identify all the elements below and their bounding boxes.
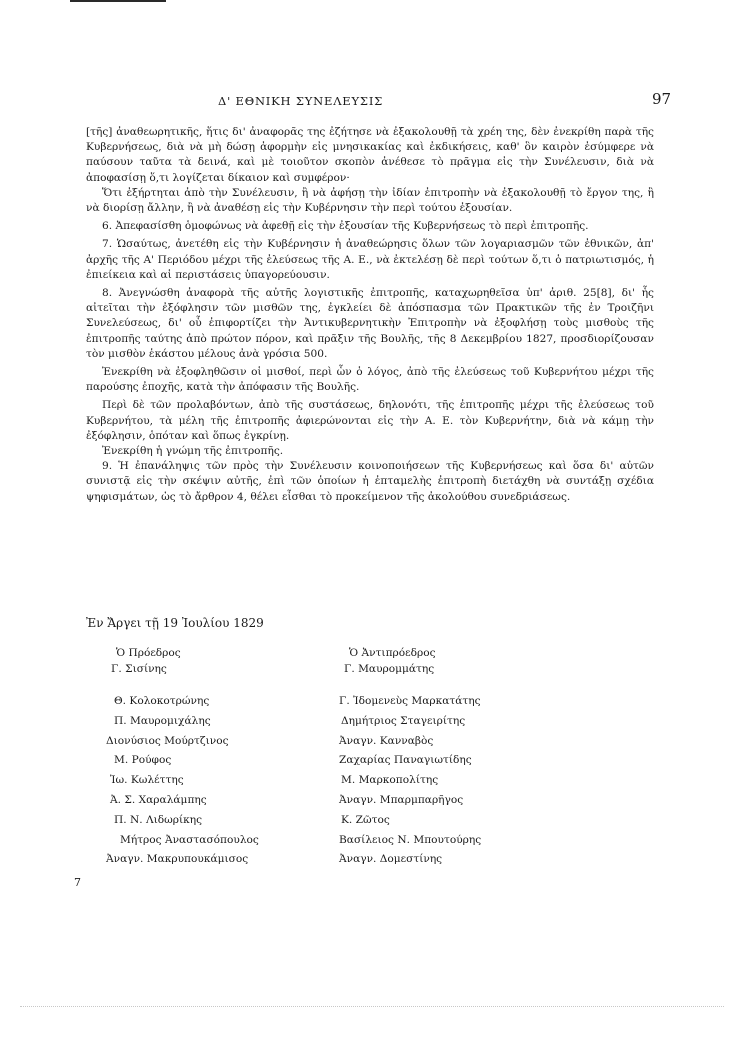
signatory-name: Μ. Ρούφος [114,754,172,767]
page-number: 97 [652,90,672,108]
signatures-left [106,645,259,871]
signature-mark: 7 [74,876,81,889]
paragraph: Ἐνεκρίθη ἡ γνώμη τῆς ἐπιτροπῆς. [102,445,284,458]
signatures-right [339,645,481,871]
signatory-name: Ἀναγν. Μπαρμπαρῆγος [339,793,464,806]
paragraph: Ἐνεκρίθη νὰ ἐξοφληθῶσιν οἱ μισθοί, περὶ ὧν ὁ λόγος, ἀπὸ τῆς ἐλεύσεως τοῦ Κυβερνήτου μέχρι τῆς παρούσης ἐποχῆς, κατὰ τὴν ἀπόφασιν τῆς Βουλῆς. [86,366,654,394]
signatory-name: Ἀναγν. Μακρυπουκάμισος [106,853,249,866]
signatory-name: Δημήτριος Σταγειρίτης [341,714,466,727]
signatory-name: Βασίλειος Ν. Μπουτούρης [339,833,482,846]
signatory-name: Π. Ν. Λιδωρίκης [114,813,203,826]
signatory-name: Θ. Κολοκοτρώνης [114,695,210,707]
paragraph: [τῆς] ἀναθεωρητικῆς, ἥτις δι' ἀναφορᾶς της ἐζήτησε νὰ ἐξακολουθῇ τὰ χρέη της, δὲν ἐνεκρίθη παρὰ τῆς Κυβερνήσεως, διὰ νὰ μὴ δώσῃ ἀφορμὴν εἰς μνησικακίας καὶ ἐκδικήσεις, καθ' ὃν καιρὸν ἐσύμφερε νὰ παύσουν ταῦτα τὰ δεινά, καὶ μὲ τοιοῦτον σκοπὸν ἀνέθεσε τὸ πρᾶγμα εἰς τὴν Συνέλευσιν, διὰ νὰ ἀποφασίσῃ ὅ,τι λογίζεται δίκαιον καὶ συμφέρον· [86,126,654,184]
signatory-name: Κ. Ζῶτος [341,813,390,826]
signatory-name: Ἀ. Σ. Χαραλάμπης [110,793,207,806]
signatory-name: Γ. Ἰδομενεὺς Μαρκατάτης [339,695,481,707]
president-name: Γ. Σισίνης [111,663,167,675]
paragraph: 6. Ἀπεφασίσθη ὁμοφώνως νὰ ἀφεθῇ εἰς τὴν ἐξουσίαν τῆς Κυβερνήσεως τὸ περὶ ἐπιτροπῆς. [102,220,589,233]
paragraph: Ὅτι ἐξήρτηται ἀπὸ τὴν Συνέλευσιν, ἢ νὰ ἀφήσῃ τὴν ἰδίαν ἐπιτροπὴν νὰ ἐξακολουθῇ τὸ ἔργον της, ἢ νὰ διορίσῃ ἄλλην, ἢ νὰ ἀναθέσῃ εἰς τὴν Κυβέρνησιν τὴν περὶ τούτου ἐξουσίαν. [86,186,654,215]
paragraph: 9. Ἡ ἐπανάληψις τῶν πρὸς τὴν Συνέλευσιν κοινοποιήσεων τῆς Κυβερνήσεως καὶ ὅσα δι' αὐτῶν συνιστᾷ εἰς τὴν σκέψιν αὐτῆς, ἐπὶ τῶν ὁποίων ἡ ἐπταμελὴς ἐπιτροπὴ διετάχθη νὰ συντάξῃ σχέδια ψηφισμάτων, ὡς τὸ ἄρθρον 4, θέλει εἶσθαι τὸ προκείμενον τῆς ἀκολούθου συνεδριάσεως. [86,460,654,503]
vice-president-title: Ὁ Ἀντιπρόεδρος [349,647,436,659]
place-date: Ἐν Ἄργει τῇ 19 Ἰουλίου 1829 [86,616,264,630]
signatory-name: Ἀναγν. Κανναβὸς [339,734,434,747]
signatory-name: Π. Μαυρομιχάλης [114,714,211,727]
body-text [86,125,654,505]
signatory-name: Διονύσιος Μούρτζινος [106,734,229,747]
signatory-name: Μήτρος Ἀναστασόπουλος [120,833,259,846]
signature-gap [339,677,481,693]
running-title: Δ' ΕΘΝΙΚΗ ΣΥΝΕΛΕΥΣΙΣ [218,94,384,108]
vice-president-name: Γ. Μαυρομμάτης [344,663,435,675]
signatory-name: Ἀναγν. Δομεστίνης [339,853,443,866]
scan-artifact-line [20,1006,724,1008]
paragraph: 8. Ἀνεγνώσθη ἀναφορὰ τῆς αὐτῆς λογιστικῆς ἐπιτροπῆς, καταχωρηθεῖσα ὑπ' ἀριθ. 25[8], δι' ἧς αἰτεῖται τὴν ἐξόφλησιν τῶν μισθῶν της, ἐγκλείει δὲ ἀπόσπασμα τῶν Πρακτικῶν τῆς ἐν Τροιζῆνι Συνελεύσεως, δι' οὗ ἐπιφορτίζει τὴν Ἀντικυβερνητικὴν Ἐπιτροπὴν νὰ ἐξοφλήσῃ τοὺς μισθοὺς τῆς ἐπιτροπῆς ταύτης ἀπὸ πρώτον πόρον, καὶ πρᾶξιν τῆς Βουλῆς, τῆς 8 Δεκεμβρίου 1827, προσδιορίζουσαν τὸν μισθὸν ἑκάστου μέλους ἀνὰ γρόσια 500. [86,287,654,360]
signature-gap [106,677,259,693]
signatory-name: Ἰω. Κωλέττης [110,774,184,787]
signatory-name: Μ. Μαρκοπολίτης [341,774,439,787]
top-rule [70,0,166,2]
president-title: Ὁ Πρόεδρος [116,647,181,659]
paragraph: Περὶ δὲ τῶν προλαβόντων, ἀπὸ τῆς συστάσεως, δηλονότι, τῆς ἐπιτροπῆς μέχρι τῆς ἐλεύσεως τοῦ Κυβερνήτου, τὰ μέλη τῆς ἐπιτροπῆς ἀφιερώνονται εἰς τὴν Α. Ε. τὸν Κυβερνήτην, διὰ νὰ κάμῃ τὴν ἐξόφλησιν, ὁπόταν καὶ ὅπως ἐγκρίνῃ. [86,399,654,442]
signatory-name: Ζαχαρίας Παναγιωτίδης [339,754,472,767]
paragraph: 7. Ὡσαύτως, ἀνετέθη εἰς τὴν Κυβέρνησιν ἡ ἀναθεώρησις ὅλων τῶν λογαριασμῶν τῶν ἐθνικῶν, ἀπ' ἀρχῆς τῆς Α' Περιόδου μέχρι τῆς ἐλεύσεως τῆς Α. Ε., νὰ ἐκτελέσῃ δὲ περὶ τούτων ὅ,τι ὁ πατριωτισμός, ἡ ἐπιείκεια καὶ αἱ περιστάσεις ὑπαγορεύουσιν. [86,238,654,281]
